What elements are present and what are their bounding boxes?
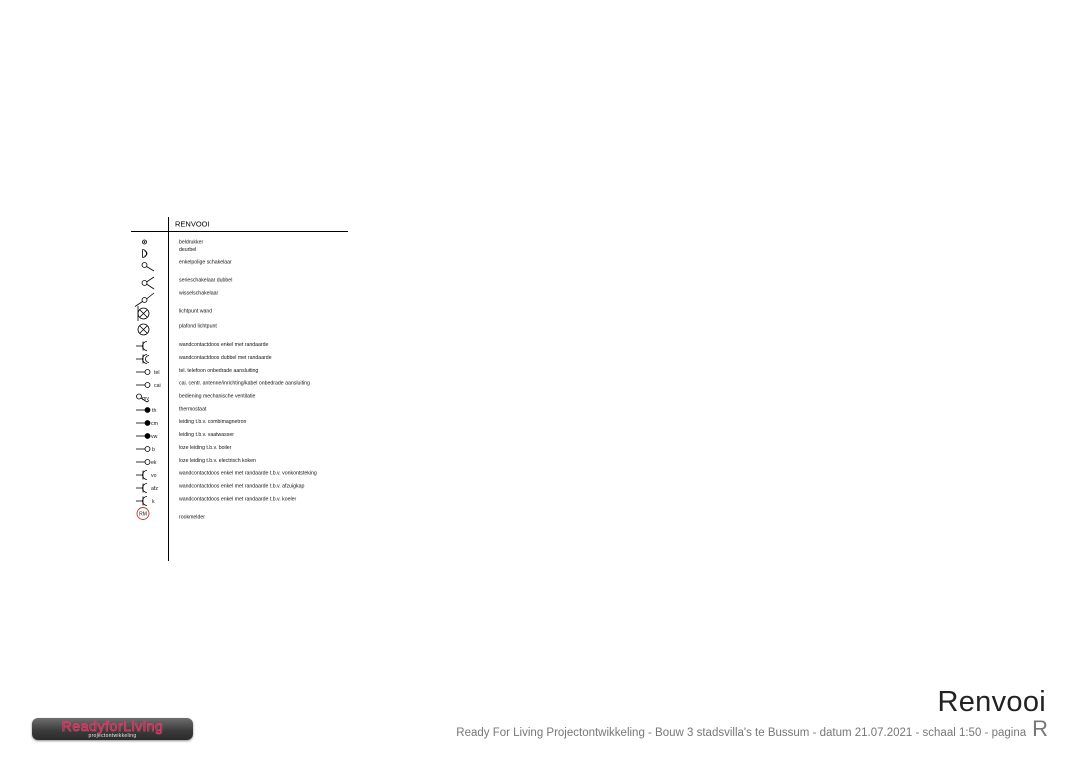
telephone-outlet-icon: [136, 370, 150, 375]
push-button-icon: [143, 240, 147, 244]
single-switch-icon: [142, 263, 154, 272]
legend-label: wandcontactdoos enkel met randaarde t.b.v. afzuigkap: [179, 483, 305, 490]
legend-label: loze leiding t.b.v. electrisch koken: [179, 458, 256, 464]
code-vw: vw: [151, 434, 158, 440]
socket-single-icon: [136, 342, 147, 351]
thermostat-icon: [136, 408, 150, 413]
legend-label: deurbel: [179, 247, 197, 253]
code-mv: mv: [142, 396, 149, 402]
legend-label: enkelpolige schakelaar: [179, 259, 232, 266]
legend-label: leiding t.b.v. vaatwasser: [179, 432, 234, 438]
footer: [456, 716, 1048, 742]
legend-label: thermostaat: [179, 406, 207, 413]
legend-label: beldrukker: [179, 239, 204, 246]
combi-microwave-icon: [136, 421, 150, 426]
legend-label: wisselschakelaar: [179, 290, 219, 297]
code-cai: cai: [154, 383, 161, 389]
code-vo: vo: [151, 473, 157, 479]
code-afz: afz: [151, 486, 158, 492]
legend-label: rookmelder: [179, 514, 205, 521]
legend-label: tel. telefoon onbedrade aansluiting: [179, 368, 259, 374]
double-switch-icon: [142, 277, 154, 289]
page-letter: R: [1032, 716, 1048, 741]
footer-text: Ready For Living Projectontwikkeling - Bouw 3 stadsvilla's te Bussum - datum 21.07.2021 - schaal 1:50 - pagina: [456, 727, 1027, 739]
legend-label: lichtpunt wand: [179, 308, 213, 315]
legend-label: leiding t.b.v. combimagnetron: [179, 419, 247, 425]
legend-label: wandcontactdoos enkel met randaarde: [179, 342, 269, 348]
legend-title: RENVOOI: [175, 219, 210, 229]
code-cm: cm: [151, 421, 158, 427]
legend-label: bediening mechanische ventilatie: [179, 393, 256, 400]
socket-hob-icon: [136, 471, 147, 480]
legend-label: serieschakelaar dubbel: [179, 277, 233, 284]
legend-label: wandcontactdoos enkel met randaarde t.b.v. koeler: [179, 496, 297, 503]
door-bell-icon: [143, 250, 148, 258]
wall-light-icon: [138, 306, 149, 321]
company-logo: [32, 718, 193, 740]
code-rm: RM: [139, 511, 147, 518]
legend-label: wandcontactdoos enkel met randaarde t.b.v. vonkontsteking: [179, 470, 317, 477]
dishwasher-icon: [136, 434, 150, 439]
logo-wordmark: ReadyforLiving: [61, 718, 164, 734]
socket-fridge-icon: [136, 497, 147, 506]
legend-label: plafond lichtpunt: [179, 323, 217, 330]
code-th: th: [152, 408, 157, 414]
code-b: b: [152, 447, 155, 453]
socket-hood-icon: [136, 484, 147, 493]
boiler-conduit-icon: [136, 447, 150, 452]
legend-label: loze leiding t.b.v. boiler: [179, 445, 232, 451]
code-k: k: [152, 499, 155, 505]
code-tel: tel: [154, 370, 160, 376]
cai-outlet-icon: [136, 383, 150, 388]
code-ek: ek: [151, 460, 157, 466]
toggle-switch-icon: [135, 293, 154, 307]
legend-label: cai. centr. antenne/inrichting/kabel onbedrade aansluiting: [179, 380, 310, 387]
logo-tagline: projectontwikkeling: [88, 733, 137, 739]
socket-double-icon: [136, 355, 149, 364]
legend-label: wandcontactdoos dubbel met randaarde: [179, 355, 272, 361]
ceiling-light-icon: [138, 324, 149, 335]
page-title: Renvooi: [937, 686, 1046, 718]
cooker-conduit-icon: [136, 460, 150, 465]
